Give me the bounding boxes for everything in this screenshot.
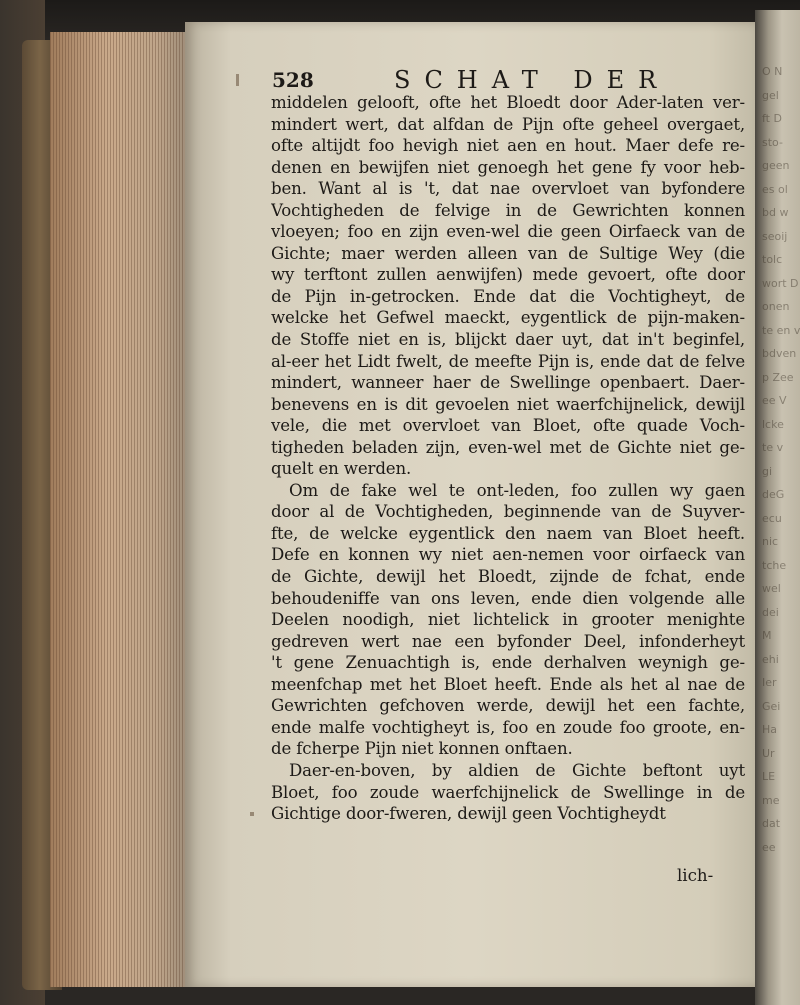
bleed-fragment: M <box>762 629 772 642</box>
running-head: SCHAT DER <box>394 66 671 94</box>
text-line: ben. Want al is 't, dat nae overvloet van byfondere <box>271 179 745 199</box>
text-line: de fcherpe Pijn niet konnen onftaen. <box>271 739 573 759</box>
bleed-fragment: geen <box>762 159 790 172</box>
page-number: 528 <box>272 68 314 92</box>
text-line: Daer-en-boven, by aldien de Gichte beftont uyt <box>289 760 745 780</box>
text-line: quelt en werden. <box>271 459 412 479</box>
facing-page-bleed-through <box>762 60 800 880</box>
text-line: vloeyen; foo en zijn even-wel die geen Oirfaeck van de <box>271 222 745 242</box>
text-line: de Pijn in-getrocken. Ende dat die Vochtigheyt, de <box>271 286 745 306</box>
bleed-fragment: wel <box>762 582 781 595</box>
text-line: Gichte; maer werden alleen van de Sultige Wey (die <box>271 243 745 263</box>
bleed-fragment: Ier <box>762 676 777 689</box>
text-line: behoudeniffe van ons leven, ende dien volgende alle <box>271 588 745 608</box>
text-line: 't gene Zenuachtigh is, ende derhalven weynigh ge- <box>271 653 745 673</box>
bleed-fragment: te v <box>762 441 784 454</box>
bleed-fragment: es ol <box>762 182 788 196</box>
text-line: mindert, wanneer haer de Swellinge openbaert. Daer- <box>271 373 745 393</box>
text-line: Gewrichten gefchoven werde, dewijl het een fachte, <box>271 696 745 716</box>
bleed-fragment: p Zee <box>762 370 794 384</box>
bleed-fragment: Gei <box>762 699 781 713</box>
bleed-fragment: gel <box>762 88 779 102</box>
bleed-fragment: nic <box>762 535 779 548</box>
text-line: ofte altijdt foo hevigh niet aen en hout. Maer defe re- <box>271 136 745 156</box>
text-line: middelen gelooft, ofte het Bloedt door Ader-laten ver- <box>271 93 745 112</box>
text-line: gedreven wert nae een byfonder Deel, infonderheyt <box>271 631 745 651</box>
bleed-fragment: seoij <box>762 229 788 243</box>
text-line: al-eer het Lidt fwelt, de meefte Pijn is, ende dat de felve <box>271 351 745 371</box>
text-line: meenfchap met het Bloet heeft. Ende als het al nae de <box>271 674 745 694</box>
bleed-fragment: onen <box>762 300 790 313</box>
text-line: de Stoffe niet en is, blijckt daer uyt, dat in't beginfel, <box>271 330 745 350</box>
page-edges <box>50 32 192 987</box>
text-line: benevens en is dit gevoelen niet waerfchijnelick, dewijl <box>271 394 745 414</box>
bleed-fragment: ee <box>762 840 776 854</box>
margin-mark <box>250 812 254 816</box>
bleed-fragment: lcke <box>762 417 784 431</box>
text-line: denen en bewijfen niet genoegh het gene fy voor heb- <box>271 157 745 177</box>
bleed-fragment: sto- <box>762 135 783 149</box>
text-line: Om de fake wel te ont-leden, foo zullen wy gaen <box>289 480 745 500</box>
catchword: lich- <box>677 866 714 885</box>
body-text <box>271 92 745 825</box>
bleed-fragment: ft D <box>762 112 782 125</box>
bleed-fragment: bd w <box>762 206 789 219</box>
text-line: Vochtigheden de felvige in de Gewrichten konnen <box>271 200 745 220</box>
text-line: de Gichte, dewijl het Bloedt, zijnde de fchat, ende <box>271 567 745 587</box>
text-line: Gichtige door-fweren, dewijl geen Vochtigheydt <box>271 804 666 824</box>
text-line: vele, die met overvloet van Bloet, ofte quade Voch- <box>271 416 745 436</box>
text-line: Bloet, foo zoude waerfchijnelick de Swellinge in de <box>271 782 745 802</box>
text-line: Deelen noodigh, niet lichtelick in grooter menighte <box>271 610 745 630</box>
bleed-fragment: ehi <box>762 652 779 666</box>
bleed-fragment: gi <box>762 464 773 478</box>
bleed-fragment: bdven <box>762 347 797 360</box>
bleed-fragment: dat <box>762 817 781 830</box>
text-line: welcke het Gefwel maeckt, eygentlick de pijn-maken- <box>271 308 745 328</box>
bleed-fragment: te en v <box>762 323 800 337</box>
bleed-fragment: O N <box>762 65 783 78</box>
bleed-fragment: Ha <box>762 723 778 736</box>
bleed-fragment: wort D <box>762 276 799 290</box>
text-line: Defe en konnen wy niet aen-nemen voor oirfaeck van <box>271 545 745 565</box>
bleed-fragment: Ur <box>762 746 775 760</box>
bleed-fragment: ee V <box>762 394 787 407</box>
text-line: wy terftont zullen aenwijfen) mede gevoert, ofte door <box>271 265 745 285</box>
bleed-fragment: me <box>762 793 780 807</box>
text-line: fte, de welcke eygentlick den naem van Bloet heeft. <box>271 523 745 543</box>
bleed-fragment: tche <box>762 558 787 572</box>
text-line: tigheden beladen zijn, even-wel met de Gichte niet ge- <box>271 437 745 457</box>
bleed-fragment: ecu <box>762 511 782 525</box>
bleed-fragment: deG <box>762 488 785 501</box>
bleed-fragment: tolc <box>762 253 783 266</box>
text-line: door al de Vochtigheden, beginnende van de Suyver- <box>271 502 745 522</box>
bleed-fragment: LE <box>762 770 776 783</box>
text-line: ende malfe vochtigheyt is, foo en zoude foo groote, en- <box>271 717 745 737</box>
margin-mark <box>236 74 239 86</box>
text-line: mindert wert, dat alfdan de Pijn ofte geheel overgaet, <box>271 114 745 134</box>
bleed-fragment: dei <box>762 605 779 619</box>
